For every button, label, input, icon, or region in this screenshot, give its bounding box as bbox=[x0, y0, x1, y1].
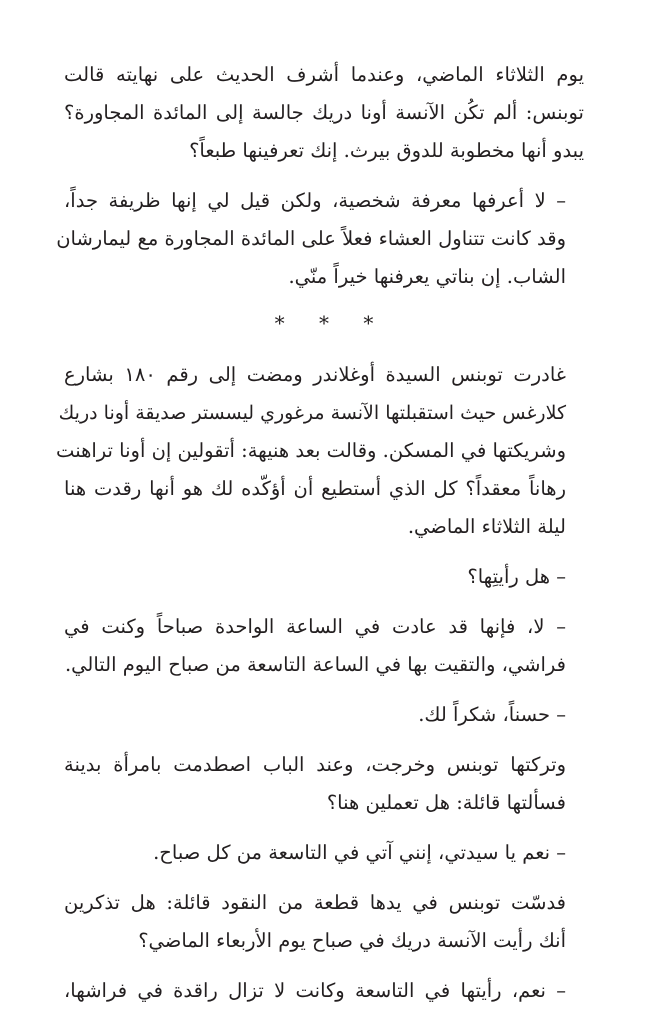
paragraph-2 bbox=[56, 182, 584, 296]
text-line: يوم الثلاثاء الماضي، وعندما أشرف الحديث على نهايته قالت bbox=[64, 63, 584, 86]
text-line: – لا أعرفها معرفة شخصية، ولكن قيل لي إنها ظريفة جداً، bbox=[64, 189, 566, 212]
text-line: غادرت توبنس السيدة أوغلاندر ومضت إلى رقم ١٨٠ بشارع bbox=[64, 363, 567, 386]
text-line: – حسناً، شكراً لك. bbox=[418, 703, 566, 726]
paragraph-7 bbox=[64, 746, 584, 822]
paragraph-1 bbox=[64, 56, 584, 170]
paragraph-3 bbox=[56, 356, 584, 546]
text-line: توبنس: ألم تكُن الآنسة أونا دريك جالسة إلى المائدة المجاورة؟ bbox=[64, 101, 584, 124]
text-line: – نعم يا سيدتي، إنني آتي في التاسعة من كل صباح. bbox=[153, 841, 566, 864]
paragraph-6 bbox=[64, 696, 584, 734]
text-line: وتركتها توبنس وخرجت، وعند الباب اصطدمت بامرأة بدينة bbox=[64, 753, 566, 776]
text-line: وشريكتها في المسكن. وقالت بعد هنيهة: أتقولين إن أونا تراهنت bbox=[56, 439, 566, 462]
text-line: كلارغس حيث استقبلتها الآنسة مرغوري ليسستر صديقة أونا دريك bbox=[58, 402, 566, 424]
text-line: وقد كانت تتناول العشاء فعلاً على المائدة المجاورة مع ليمارشان bbox=[56, 227, 566, 250]
text-line: – نعم، رأيتها في التاسعة وكانت لا تزال راقدة في فراشها، bbox=[64, 979, 566, 1002]
paragraph-5 bbox=[64, 608, 584, 684]
text-line: – لا، فإنها قد عادت في الساعة الواحدة صباحاً وكنت في bbox=[64, 615, 566, 638]
book-page bbox=[56, 56, 584, 1022]
paragraph-9 bbox=[64, 884, 584, 960]
paragraph-8 bbox=[64, 834, 584, 872]
text-line: الشاب. إن بناتي يعرفنها خيراً منّي. bbox=[288, 265, 566, 288]
text-line: فسألتها قائلة: هل تعملين هنا؟ bbox=[326, 791, 566, 814]
section-divider: * * * bbox=[274, 311, 388, 335]
text-line: – هل رأيتِها؟ bbox=[467, 565, 566, 588]
paragraph-10 bbox=[64, 972, 584, 1010]
text-line: رهاناً معقداً؟ كل الذي أستطيع أن أؤكّده لك هو أنها رقدت هنا bbox=[64, 477, 566, 500]
text-line: فدسّت توبنس في يدها قطعة من النقود قائلة: هل تذكرين bbox=[64, 891, 566, 914]
text-line: فراشي، والتقيت بها في الساعة التاسعة من صباح اليوم التالي. bbox=[64, 653, 566, 676]
text-line: أنك رأيت الآنسة دريك في صباح يوم الأربعاء الماضي؟ bbox=[138, 929, 566, 952]
paragraph-4 bbox=[64, 558, 584, 596]
text-line: ليلة الثلاثاء الماضي. bbox=[407, 515, 566, 538]
text-line: يبدو أنها مخطوبة للدوق بيرث. إنك تعرفينها طبعاً؟ bbox=[189, 139, 584, 162]
